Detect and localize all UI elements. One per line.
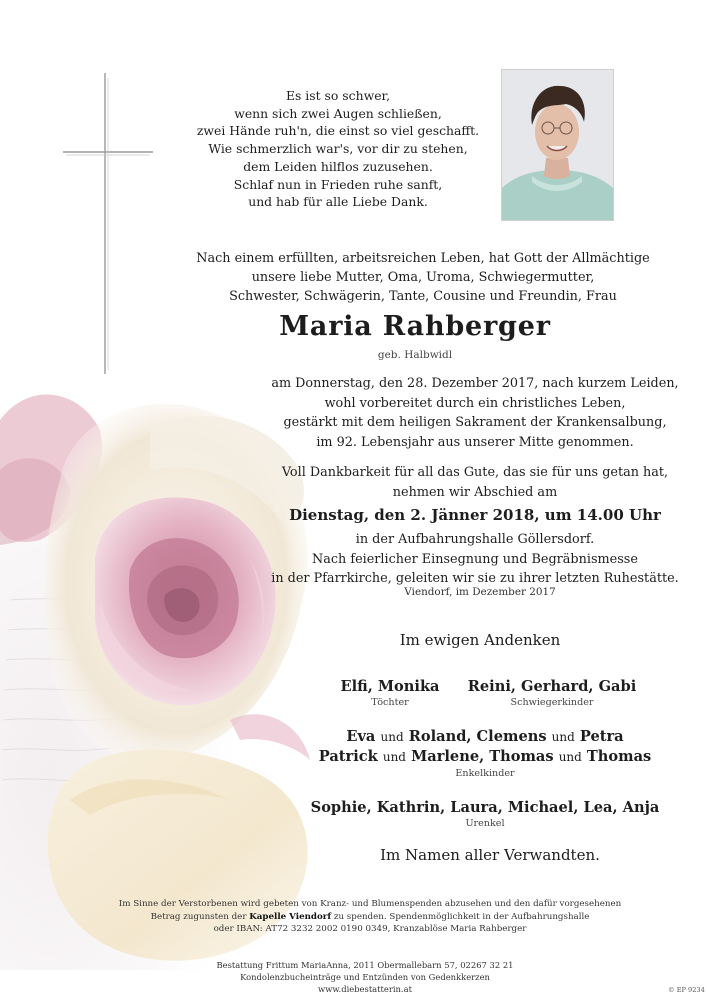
notice-text: zu spenden. Spendenmöglichkeit in der Aufbahrungshalle bbox=[331, 911, 590, 922]
connector-und: und bbox=[558, 750, 582, 764]
death-notice-line: im 92. Lebensjahr aus unserer Mitte genommen. bbox=[316, 434, 634, 450]
ceremony-text bbox=[250, 530, 700, 589]
great-grandchildren-names: Sophie, Kathrin, Laura, Michael, Lea, Anja bbox=[310, 799, 660, 816]
farewell-text bbox=[250, 463, 700, 502]
grandchild-name: Thomas bbox=[586, 748, 652, 765]
funeral-home-imprint bbox=[200, 959, 530, 995]
farewell-line: Voll Dankbarkeit für all das Gute, das sie für uns getan hat, bbox=[281, 465, 669, 480]
ceremony-line: Nach feierlicher Einsegnung und Begräbnismesse bbox=[312, 551, 638, 567]
imprint-line: Bestattung Frittum MariaAnna, 2011 Obermallebarn 57, 02267 32 21 bbox=[216, 960, 514, 970]
intro-line: Nach einem erfüllten, arbeitsreichen Leben, hat Gott der Allmächtige bbox=[196, 251, 650, 266]
daughters-group bbox=[320, 677, 460, 709]
place-date: Viendorf, im Dezember 2017 bbox=[404, 586, 556, 598]
in-laws-names: Reini, Gerhard, Gabi bbox=[467, 678, 637, 695]
notice-line bbox=[110, 911, 630, 924]
intro-line: Schwester, Schwägerin, Tante, Cousine und Freundin, Frau bbox=[229, 289, 617, 304]
death-notice-line: gestärkt mit dem heiligen Sakrament der Krankensalbung, bbox=[283, 415, 667, 430]
funeral-date: Dienstag, den 2. Jänner 2018, um 14.00 Uhr bbox=[289, 506, 661, 524]
connector-und: und bbox=[382, 750, 406, 764]
ceremony-line: in der Pfarrkirche, geleiten wir sie zu ihrer letzten Ruhestätte. bbox=[271, 571, 679, 586]
maiden-name: geb. Halbwidl bbox=[377, 349, 453, 361]
in-laws-label: Schwiegerkinder bbox=[510, 697, 594, 708]
closing-line: Im Namen aller Verwandten. bbox=[380, 846, 600, 864]
poem-line: Schlaf nun in Frieden ruhe sanft, bbox=[233, 176, 443, 192]
grandchild-name: Eva bbox=[346, 728, 376, 745]
grandchild-name: Marlene, Thomas bbox=[411, 748, 554, 765]
notice-line: oder IBAN: AT72 3232 2002 0190 0349, Kranzablöse Maria Rahberger bbox=[213, 924, 527, 935]
great-grandchildren-label: Urenkel bbox=[465, 818, 505, 829]
poem bbox=[180, 87, 496, 211]
imprint-line: Kondolenzbucheinträge und Entzünden von Gedenkkerzen www.diebestatterin.at bbox=[240, 972, 490, 994]
notice-line: Im Sinne der Verstorbenen wird gebeten von Kranz- und Blumenspenden abzusehen und den dafür vorgesehenen bbox=[118, 899, 622, 909]
poem-line: und hab für alle Liebe Dank. bbox=[248, 194, 428, 210]
memory-heading: Im ewigen Andenken bbox=[399, 631, 561, 649]
grandchildren-line bbox=[290, 747, 680, 767]
connector-und: und bbox=[380, 730, 404, 744]
connector-und: und bbox=[551, 730, 575, 744]
grandchild-name: Patrick bbox=[318, 748, 378, 765]
death-notice-line: wohl vorbereitet durch ein christliches Leben, bbox=[324, 395, 626, 411]
donation-notice bbox=[110, 898, 630, 936]
grandchildren-label: Enkelkinder bbox=[455, 768, 515, 779]
death-notice bbox=[250, 374, 700, 452]
death-notice-line: am Donnerstag, den 28. Dezember 2017, nach kurzem Leiden, bbox=[271, 376, 679, 391]
grandchild-name: Petra bbox=[579, 728, 624, 745]
grandchildren-group bbox=[290, 727, 680, 780]
intro-text bbox=[178, 249, 668, 306]
daughters-names: Elfi, Monika bbox=[340, 678, 440, 695]
daughters-label: Töchter bbox=[371, 697, 409, 708]
poem-line: wenn sich zwei Augen schließen, bbox=[234, 105, 442, 121]
in-laws-group bbox=[452, 677, 652, 709]
grandchild-name: Roland, Clemens bbox=[408, 728, 547, 745]
great-grandchildren-group bbox=[300, 798, 670, 830]
notice-text: Betrag zugunsten der bbox=[150, 911, 250, 922]
portrait-photo bbox=[501, 69, 614, 221]
beneficiary-name: Kapelle Viendorf bbox=[249, 911, 332, 922]
deceased-name: Maria Rahberger bbox=[279, 311, 551, 342]
poem-line: dem Leiden hilflos zuzusehen. bbox=[243, 158, 433, 174]
poem-line: Es ist so schwer, bbox=[285, 88, 391, 103]
poem-line: zwei Hände ruh'n, die einst so viel geschafft. bbox=[196, 123, 480, 139]
ep-code: © EP 9234 bbox=[668, 986, 705, 994]
farewell-line: nehmen wir Abschied am bbox=[392, 484, 558, 500]
intro-line: unsere liebe Mutter, Oma, Uroma, Schwiegermutter, bbox=[251, 270, 595, 285]
portrait-illustration bbox=[502, 70, 613, 220]
ceremony-line: in der Aufbahrungshalle Göllersdorf. bbox=[355, 532, 595, 547]
poem-line: Wie schmerzlich war's, vor dir zu stehen, bbox=[208, 141, 468, 157]
grandchildren-line bbox=[290, 727, 680, 747]
